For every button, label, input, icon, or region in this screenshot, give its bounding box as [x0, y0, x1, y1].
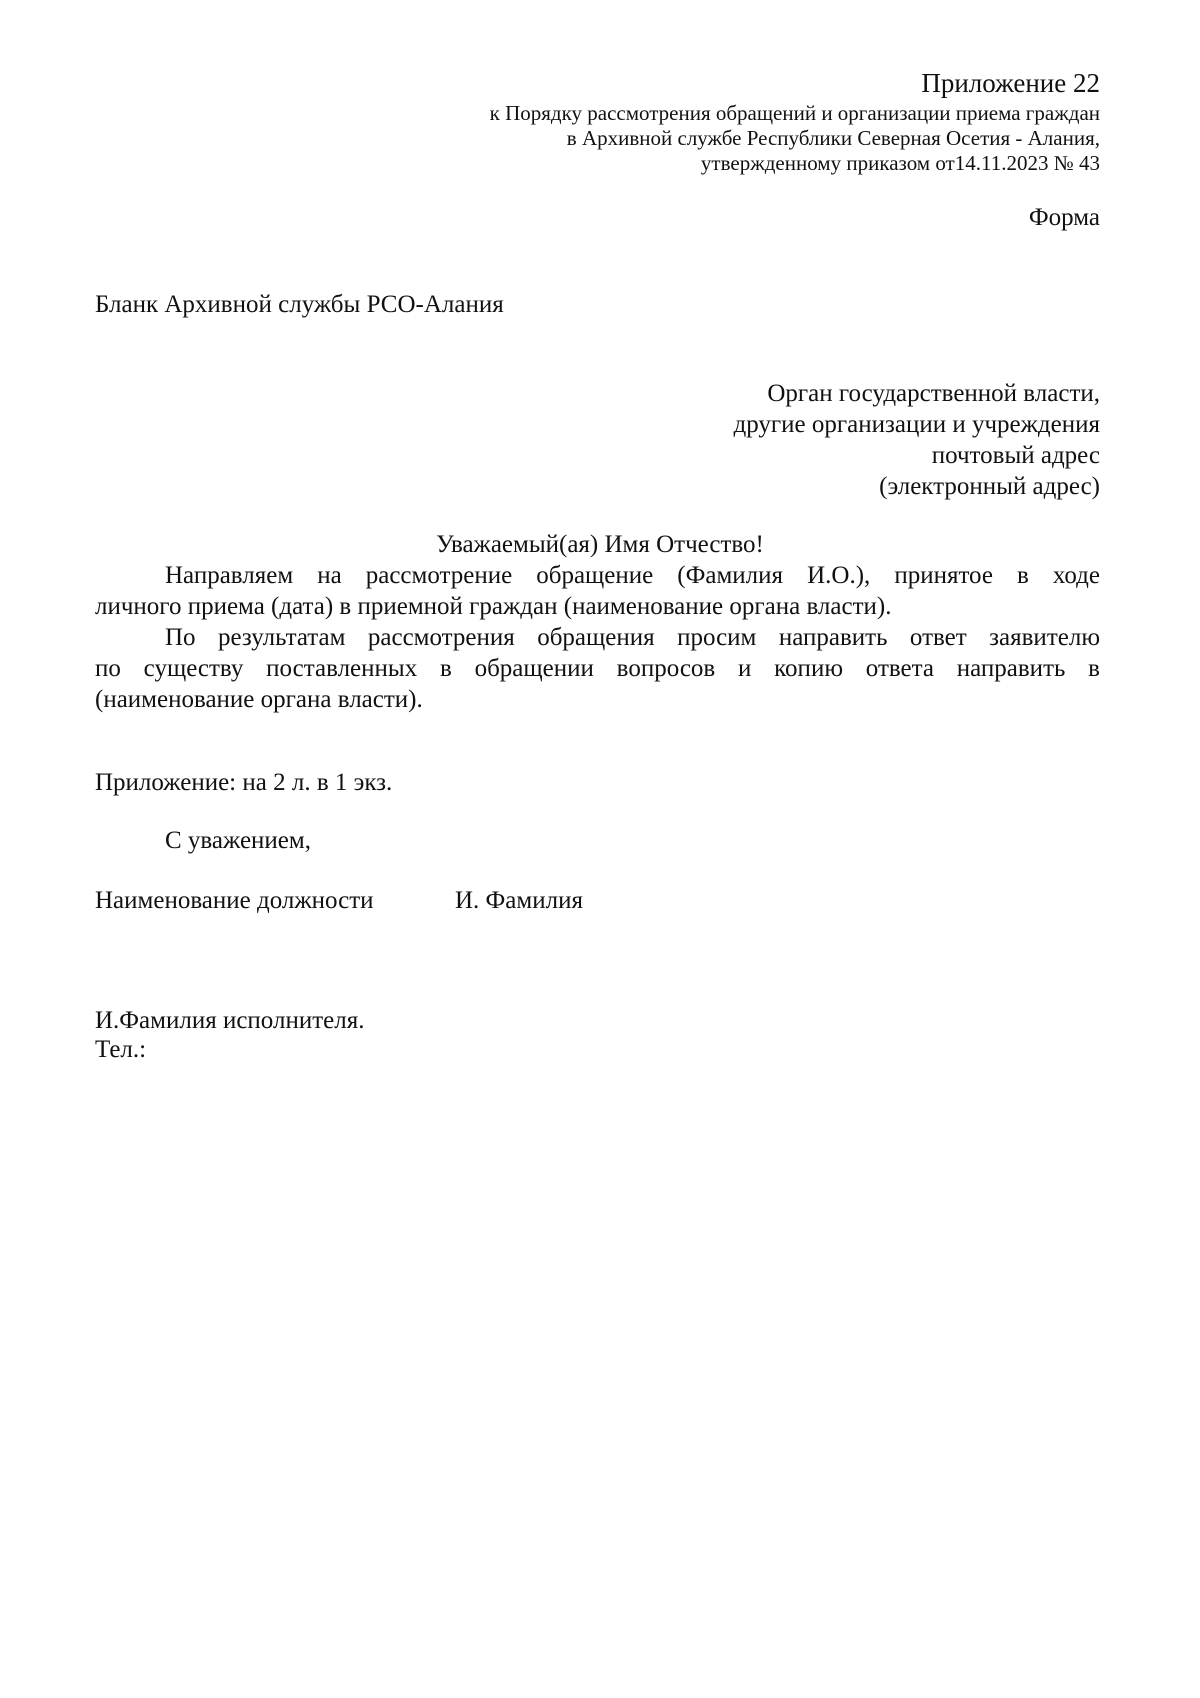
header-line-3: утвержденному приказом от14.11.2023 № 43	[700, 151, 1100, 175]
form-label: Форма	[1028, 204, 1100, 231]
header-line-2: в Архивной службе Республики Северная Осетия - Алания,	[566, 126, 1100, 150]
executor-phone-label: Тел.:	[95, 1036, 147, 1063]
attachment-note: Приложение: на 2 л. в 1 экз.	[95, 769, 393, 796]
header-line-1: к Порядку рассмотрения обращений и организации приема граждан	[489, 101, 1100, 125]
signature-position: Наименование должности	[95, 887, 374, 914]
closing: С уважением,	[165, 827, 311, 854]
paragraph-1-line-1: Направляем на рассмотрение обращение (Фамилия И.О.), принятое в ходе	[165, 562, 1100, 589]
executor-name: И.Фамилия исполнителя.	[95, 1007, 365, 1034]
salutation: Уважаемый(ая) Имя Отчество!	[436, 531, 764, 558]
appendix-title: Приложение 22	[921, 68, 1100, 98]
signature-name: И. Фамилия	[455, 887, 583, 914]
paragraph-1-line-2: личного приема (дата) в приемной граждан (наименование органа власти).	[95, 593, 892, 620]
addressee-line-3: почтовый адрес	[931, 442, 1100, 469]
paragraph-2-line-1: По результатам рассмотрения обращения просим направить ответ заявителю	[165, 624, 1100, 651]
paragraph-2-line-3: (наименование органа власти).	[95, 686, 423, 713]
addressee-line-1: Орган государственной власти,	[767, 380, 1100, 407]
blank-label: Бланк Архивной службы РСО-Алания	[95, 291, 504, 318]
addressee-line-2: другие организации и учреждения	[733, 411, 1100, 438]
paragraph-2-line-2: по существу поставленных в обращении вопросов и копию ответа направить в	[95, 655, 1100, 682]
addressee-line-4: (электронный адрес)	[879, 473, 1100, 500]
